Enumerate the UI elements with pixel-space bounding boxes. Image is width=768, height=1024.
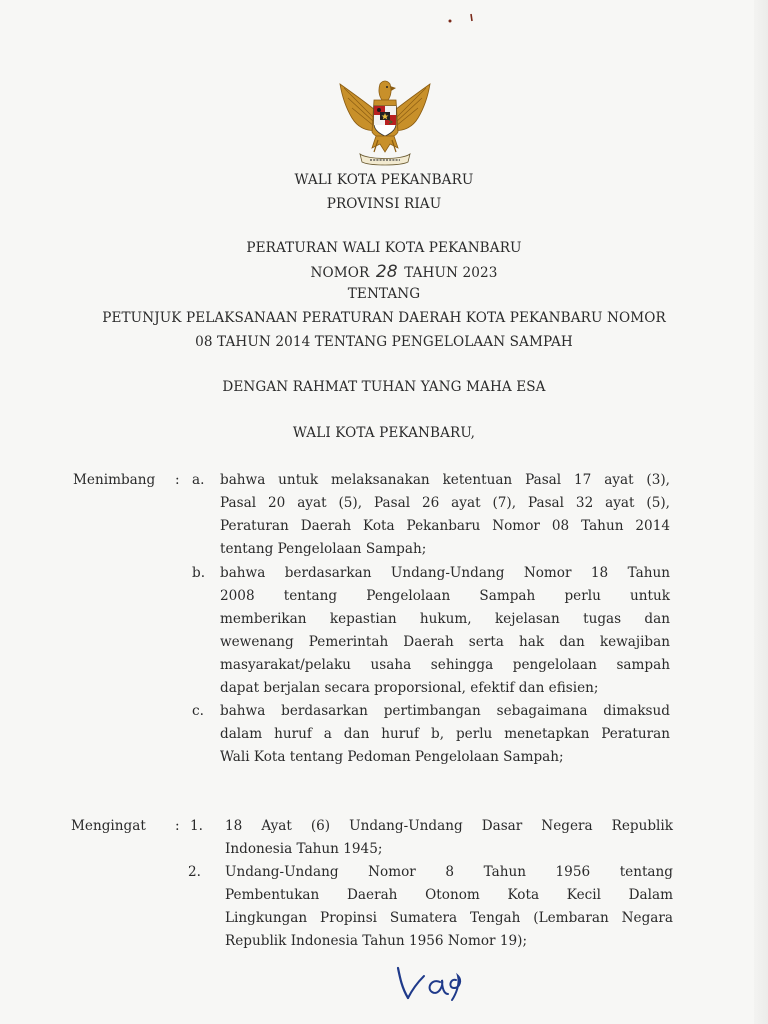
header-issuer: WALI KOTA PEKANBARU [294, 172, 474, 188]
number-suffix: TAHUN 2023 [404, 265, 498, 281]
tentang-heading: TENTANG [347, 286, 421, 302]
menimbang-label: Menimbang [73, 472, 156, 488]
item-marker: b. [192, 565, 206, 581]
ink-mark-top [440, 12, 480, 26]
menimbang-colon: : [175, 472, 180, 488]
handwritten-initial-signature [390, 960, 470, 1004]
subject-line-2: 08 TAHUN 2014 TENTANG PENGELOLAAN SAMPAH [195, 334, 573, 350]
paragraph-line: Peraturan Daerah Kota Pekanbaru Nomor 08 Tahun 2014 [220, 518, 670, 534]
garuda-pancasila-emblem-icon [334, 74, 436, 168]
paragraph-line: Pembentukan Daerah Otonom Kota Kecil Dalam [225, 887, 673, 903]
paragraph-line: bahwa berdasarkan Undang-Undang Nomor 18 Tahun [220, 565, 670, 581]
mengingat-label: Mengingat [71, 818, 146, 834]
paragraph-line: Indonesia Tahun 1945; [225, 841, 383, 857]
paragraph-line: 18 Ayat (6) Undang-Undang Dasar Negera Republik [225, 818, 673, 834]
handwritten-number: 28 [375, 262, 398, 282]
paragraph-line: Pasal 20 ayat (5), Pasal 26 ayat (7), Pasal 32 ayat (5), [220, 495, 670, 511]
paragraph-line: Undang-Undang Nomor 8 Tahun 1956 tentang [225, 864, 673, 880]
paragraph-line: 2008 tentang Pengelolaan Sampah perlu untuk [220, 588, 670, 604]
paragraph-line: bahwa untuk melaksanakan ketentuan Pasal 17 ayat (3), [220, 472, 670, 488]
item-marker: 1. [190, 818, 203, 834]
paragraph-line: bahwa berdasarkan pertimbangan sebagaimana dimaksud [220, 703, 670, 719]
subject-line-1: PETUNJUK PELAKSANAAN PERATURAN DAERAH KOTA PEKANBARU NOMOR [102, 310, 666, 326]
regulation-number-line [0, 262, 768, 282]
item-marker: a. [192, 472, 205, 488]
paragraph-line: Republik Indonesia Tahun 1956 Nomor 19); [225, 933, 528, 949]
paragraph-line: dapat berjalan secara proporsional, efektif dan efisien; [220, 680, 599, 696]
paragraph-line: masyarakat/pelaku usaha sehingga pengelolaan sampah [220, 657, 670, 673]
header-province: PROVINSI RIAU [326, 196, 442, 212]
regulation-title: PERATURAN WALI KOTA PEKANBARU [246, 240, 522, 256]
paragraph-line: dalam huruf a dan huruf b, perlu menetapkan Peraturan [220, 726, 670, 742]
preamble-rahmat: DENGAN RAHMAT TUHAN YANG MAHA ESA [222, 379, 546, 395]
item-marker: c. [192, 703, 204, 719]
mengingat-colon: : [175, 818, 180, 834]
paragraph-line: memberikan kepastian hukum, kejelasan tugas dan [220, 611, 670, 627]
paragraph-line: Wali Kota tentang Pedoman Pengelolaan Sampah; [220, 749, 564, 765]
number-prefix: NOMOR [310, 265, 370, 281]
paragraph-line: tentang Pengelolaan Sampah; [220, 541, 427, 557]
paragraph-line: Lingkungan Propinsi Sumatera Tengah (Lembaran Negara [225, 910, 673, 926]
item-marker: 2. [188, 864, 201, 880]
paragraph-line: wewenang Pemerintah Daerah serta hak dan kewajiban [220, 634, 670, 650]
scan-edge [754, 0, 768, 1024]
preamble-issuer: WALI KOTA PEKANBARU, [292, 425, 476, 441]
